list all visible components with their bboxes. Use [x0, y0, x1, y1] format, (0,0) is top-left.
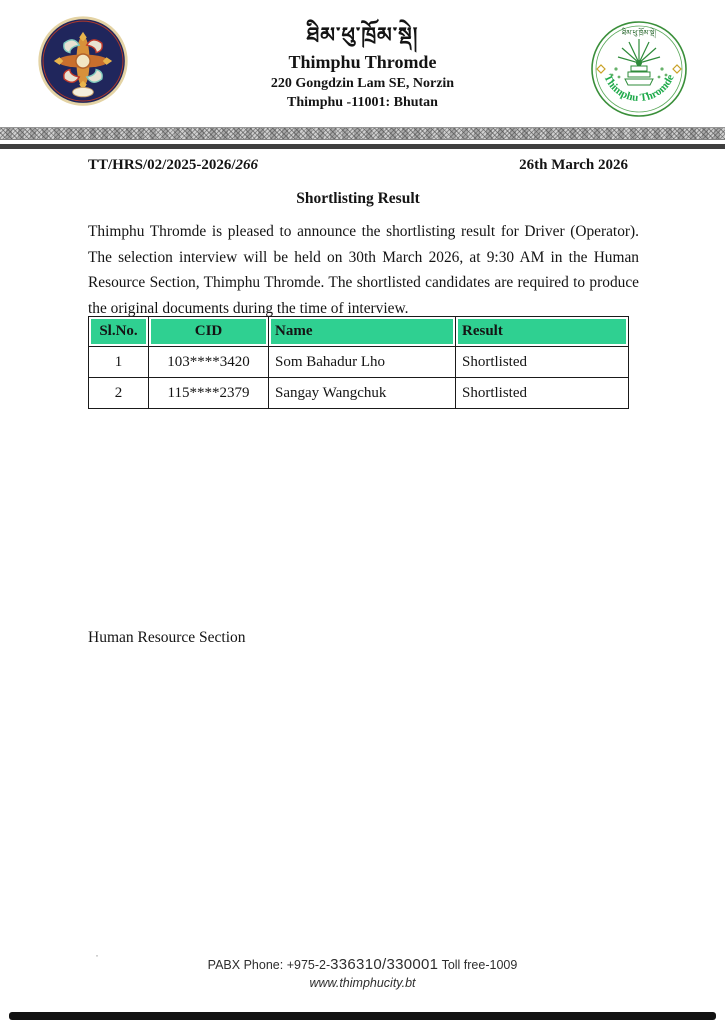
cell-cid: 103****3420	[149, 347, 269, 378]
table-header-row	[89, 317, 629, 347]
phone-numbers: 336310/330001	[330, 956, 439, 973]
tibetan-title: ཐིམ་ཕུ་ཁྲོམ་སྡེ།	[306, 23, 419, 47]
cell-result: Shortlisted	[456, 378, 629, 409]
signoff-section: Human Resource Section	[88, 629, 246, 646]
phone-label: Phone:	[243, 958, 284, 972]
header-slno: Sl.No.	[89, 317, 149, 347]
bottom-scan-bar	[9, 1012, 716, 1020]
cell-slno: 1	[89, 347, 149, 378]
reference-row	[88, 157, 628, 174]
pabx-label: PABX	[207, 958, 241, 972]
table-row	[89, 347, 629, 378]
document-title: Shortlisting Result	[296, 190, 420, 207]
website-url: www.thimphucity.bt	[309, 976, 416, 990]
body-paragraph: Thimphu Thromde is pleased to announce the shortlisting result for Driver (Operator). The selection interview will be held on 30th March 2026, at 9:30 AM in the Human Resource Section, Thimphu Thromde. The shortlisted candidates are required to produce the original documents during the time of interview.	[88, 223, 639, 317]
logo-curved-text: Thimphu Thromde	[601, 72, 677, 105]
letterhead-border-line	[0, 144, 725, 149]
table-row	[89, 378, 629, 409]
cell-name: Sangay Wangchuk	[269, 378, 456, 409]
logo-tibetan-text: ཐིམ་ཕུ་ཁྲོམ་སྡེ།	[622, 29, 656, 37]
reference-number	[88, 157, 258, 174]
thimphu-thromde-logo-icon	[588, 19, 690, 119]
cell-cid: 115****2379	[149, 378, 269, 409]
address-line2: Thimphu -11001: Bhutan	[287, 95, 438, 110]
header-name: Name	[269, 317, 456, 347]
address-line1: 220 Gongdzin Lam SE, Norzin	[270, 76, 455, 91]
scan-artifact-mark: ·	[95, 948, 99, 962]
cell-name: Som Bahadur Lho	[269, 347, 456, 378]
letterhead	[271, 20, 454, 112]
header-result: Result	[456, 317, 629, 347]
phone-prefix: +975-2-	[286, 958, 331, 972]
letter-date: 26th March 2026	[519, 157, 628, 173]
cell-slno: 2	[89, 378, 149, 409]
bhutan-national-emblem-icon	[36, 13, 130, 111]
footer-contact-line	[0, 955, 725, 975]
reference-serial: 266	[235, 157, 259, 173]
reference-prefix: TT/HRS/02/2025-2026/	[88, 157, 236, 173]
shortlist-table	[88, 316, 629, 409]
letterhead-border-pattern	[0, 127, 725, 140]
header-cid: CID	[149, 317, 269, 347]
page-footer	[0, 955, 725, 992]
cell-result: Shortlisted	[456, 347, 629, 378]
organization-name: Thimphu Thromde	[288, 52, 437, 72]
tollfree-number: Toll free-1009	[441, 958, 518, 972]
